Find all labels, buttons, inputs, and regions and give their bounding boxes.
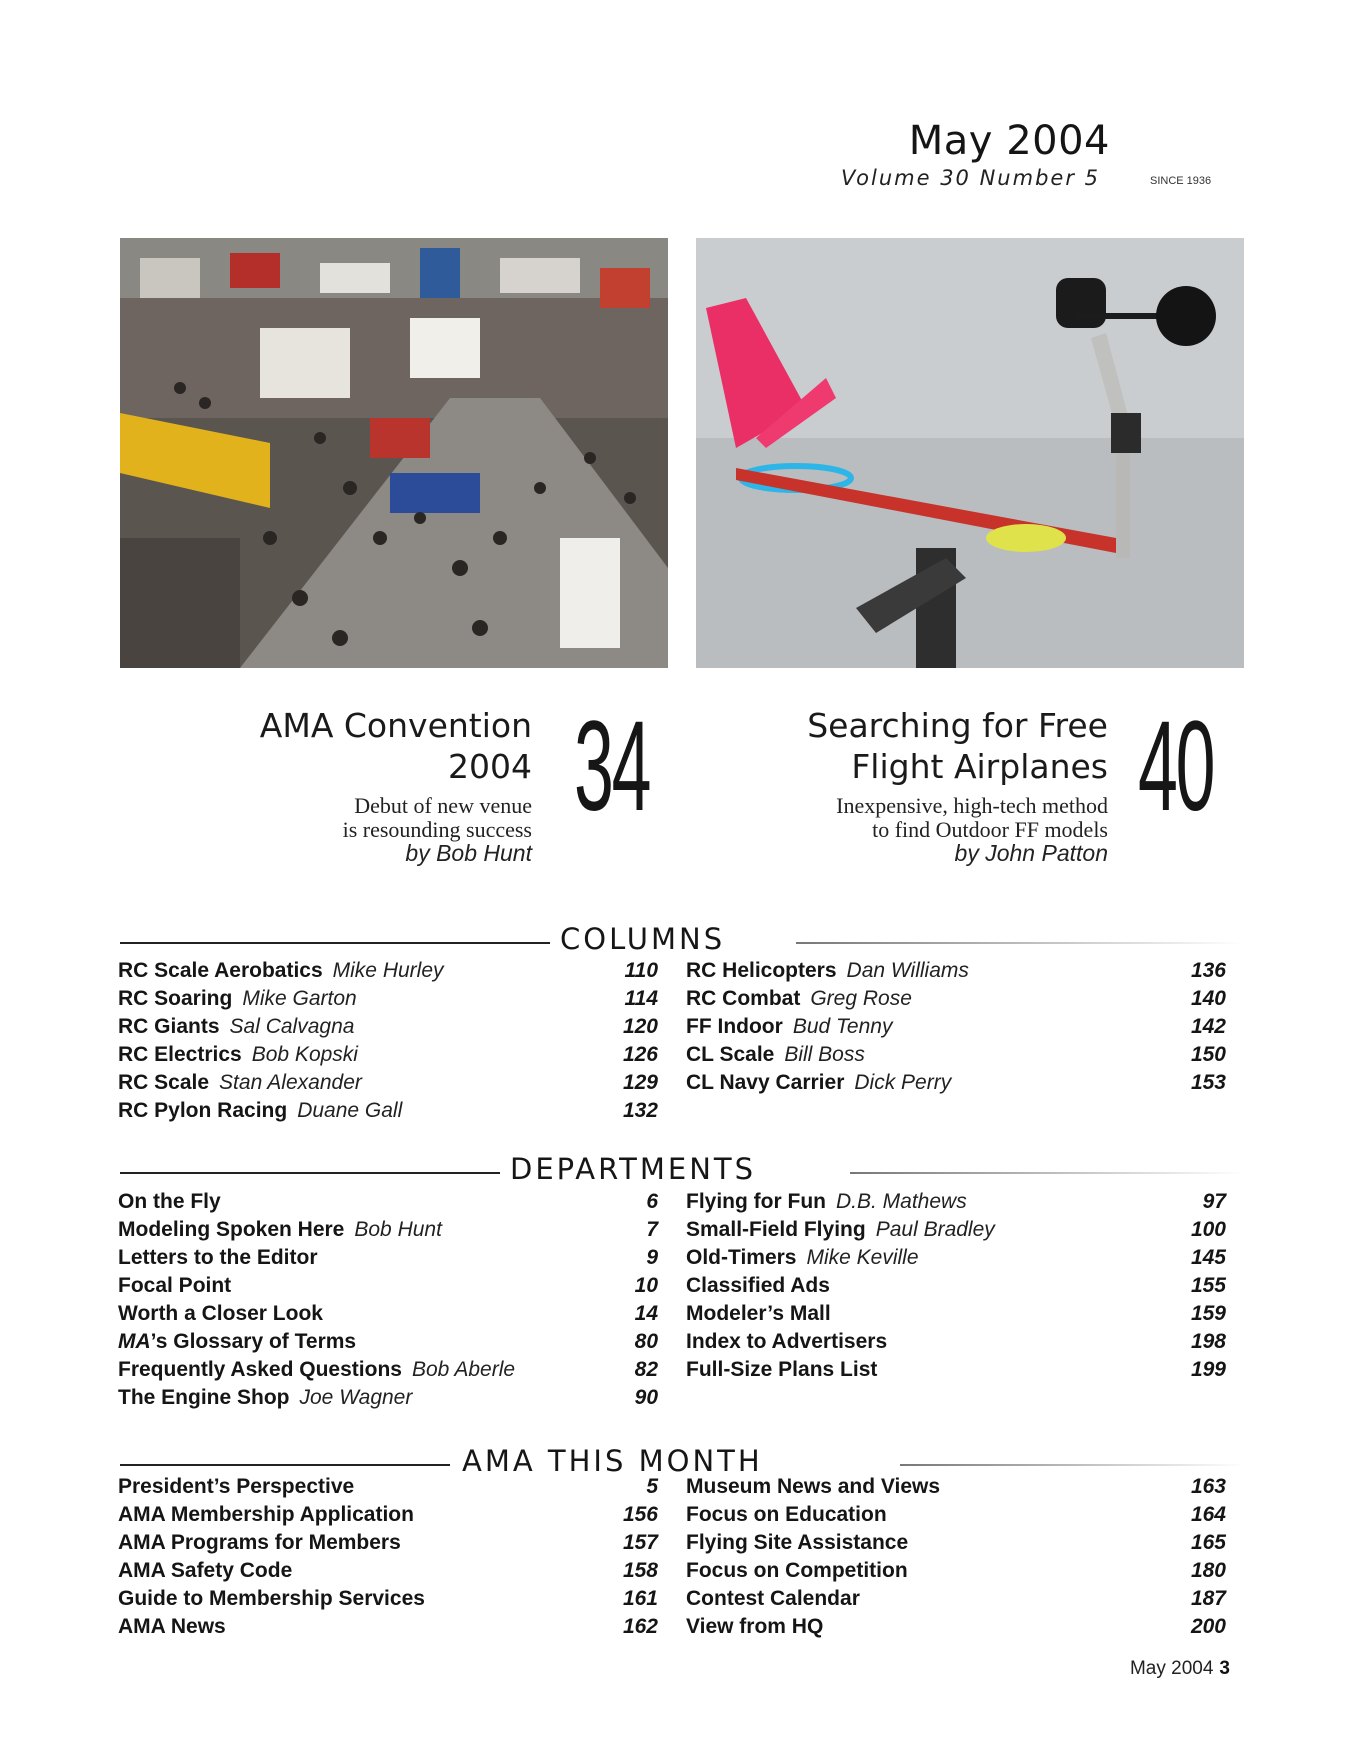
toc-entry[interactable]: Museum News and Views 163 [686,1475,1226,1498]
toc-entry[interactable]: The Engine Shop Joe Wagner 90 [118,1386,658,1409]
toc-entry[interactable]: FF Indoor Bud Tenny 142 [686,1015,1226,1038]
toc-entry[interactable]: RC Combat Greg Rose 140 [686,987,1226,1010]
toc-entry[interactable]: Worth a Closer Look 14 [118,1302,658,1325]
toc-entry[interactable]: Contest Calendar 187 [686,1587,1226,1610]
toc-entry[interactable]: Modeling Spoken Here Bob Hunt 7 [118,1218,658,1241]
feature-description: Inexpensive, high-tech method to find Outdoor FF models [836,793,1108,842]
divider [120,942,550,944]
page-footer [1100,1658,1230,1680]
toc-entry[interactable]: Focal Point 10 [118,1274,658,1297]
toc-entry[interactable]: CL Navy Carrier Dick Perry 153 [686,1071,1226,1094]
section-header-columns [120,922,1244,962]
since-label: SINCE 1936 [1150,175,1212,187]
toc-entry[interactable]: RC Helicopters Dan Williams 136 [686,959,1226,982]
toc-entry[interactable]: On the Fly 6 [118,1190,658,1213]
section-title: AMA THIS MONTH [462,1444,763,1478]
toc-entry[interactable]: Full-Size Plans List 199 [686,1358,1226,1381]
toc-entry[interactable]: Letters to the Editor 9 [118,1246,658,1269]
toc-entry[interactable]: Modeler’s Mall 159 [686,1302,1226,1325]
feature-page-number[interactable]: 40 [1138,695,1214,838]
section-header-departments [120,1152,1244,1192]
toc-entry[interactable]: Index to Advertisers 198 [686,1330,1226,1353]
toc-entry[interactable]: MA’s Glossary of Terms 80 [118,1330,658,1353]
section-title: COLUMNS [560,922,726,956]
toc-entry[interactable]: Focus on Education 164 [686,1503,1226,1526]
divider [796,942,1244,944]
divider [120,1464,450,1466]
divider [900,1464,1244,1466]
divider [850,1172,1244,1174]
toc-entry[interactable]: Old-Timers Mike Keville 145 [686,1246,1226,1269]
feature-description: Debut of new venue is resounding success [342,793,532,842]
toc-entry[interactable]: View from HQ 200 [686,1615,1226,1638]
footer-page-number: 3 [1219,1658,1230,1679]
feature-byline: by Bob Hunt [405,840,532,866]
toc-entry[interactable]: Frequently Asked Questions Bob Aberle 82 [118,1358,658,1381]
feature-title[interactable]: AMA Convention 2004 [259,706,532,786]
toc-entry[interactable]: Classified Ads 155 [686,1274,1226,1297]
toc-entry[interactable]: AMA Membership Application 156 [118,1503,658,1526]
toc-entry[interactable]: AMA Programs for Members 157 [118,1531,658,1554]
toc-entry[interactable]: President’s Perspective 5 [118,1475,658,1498]
toc-entry[interactable]: Small-Field Flying Paul Bradley 100 [686,1218,1226,1241]
volume-number: Volume 30 Number 5 [841,166,1100,190]
toc-entry[interactable]: RC Electrics Bob Kopski 126 [118,1043,658,1066]
toc-entry[interactable]: RC Soaring Mike Garton 114 [118,987,658,1010]
divider [120,1172,500,1174]
convention-hall-photo[interactable] [120,238,668,668]
toc-entry[interactable]: Guide to Membership Services 161 [118,1587,658,1610]
toc-entry[interactable]: RC Giants Sal Calvagna 120 [118,1015,658,1038]
footer-issue: May 2004 [1129,1658,1214,1679]
toc-entry[interactable]: CL Scale Bill Boss 150 [686,1043,1226,1066]
feature-page-number[interactable]: 34 [574,695,650,838]
toc-entry[interactable]: AMA Safety Code 158 [118,1559,658,1582]
toc-entry[interactable]: RC Pylon Racing Duane Gall 132 [118,1099,658,1122]
feature-title[interactable]: Searching for Free Flight Airplanes [807,706,1108,786]
toc-entry[interactable]: RC Scale Aerobatics Mike Hurley 110 [118,959,658,982]
toc-entry[interactable]: Flying Site Assistance 165 [686,1531,1226,1554]
toc-entry[interactable]: AMA News 162 [118,1615,658,1638]
toc-entry[interactable]: RC Scale Stan Alexander 129 [118,1071,658,1094]
section-title: DEPARTMENTS [510,1152,757,1186]
issue-date: May 2004 [908,118,1110,164]
wind-vane-photo[interactable] [696,238,1244,668]
toc-entry[interactable]: Flying for Fun D.B. Mathews 97 [686,1190,1226,1213]
toc-entry[interactable]: Focus on Competition 180 [686,1559,1226,1582]
feature-byline: by John Patton [954,840,1108,866]
